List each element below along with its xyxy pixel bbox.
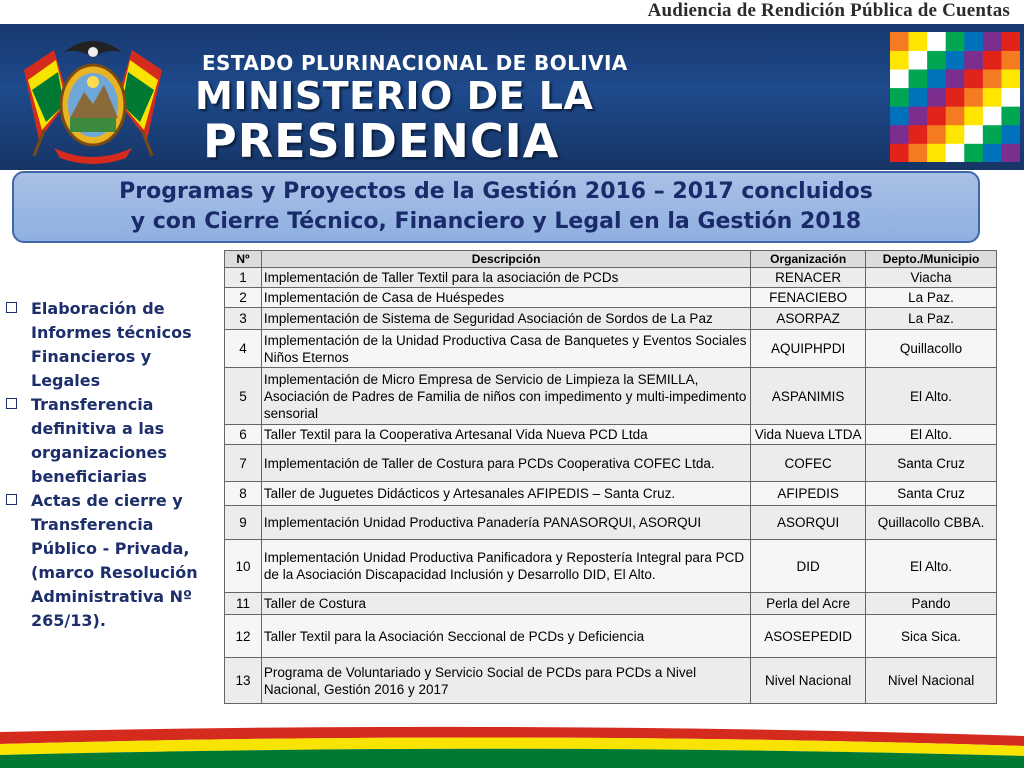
wiphala-cell (927, 106, 946, 125)
wiphala-cell (1001, 51, 1020, 70)
wiphala-cell (927, 143, 946, 162)
row-dep: El Alto. (866, 540, 997, 593)
top-strip (0, 0, 1024, 24)
wiphala-cell (927, 32, 946, 51)
row-num: 3 (225, 308, 262, 330)
wiphala-cell (946, 51, 965, 70)
row-org: AFIPEDIS (751, 482, 866, 506)
wiphala-cell (1001, 143, 1020, 162)
wiphala-cell (983, 125, 1002, 144)
row-dep: Quillacollo CBBA. (866, 506, 997, 540)
slide-title-box (12, 171, 980, 243)
wiphala-cell (1001, 106, 1020, 125)
wiphala-cell (909, 125, 928, 144)
row-dep: Santa Cruz (866, 445, 997, 482)
wiphala-cell (946, 143, 965, 162)
row-desc: Implementación de Micro Empresa de Servicio de Limpieza la SEMILLA, Asociación de Padres de Familia de niños con impedimento y multi-impedimento sensorial (261, 368, 750, 425)
table-row (225, 308, 997, 330)
bullet-item (4, 297, 214, 393)
row-org: ASOSEPEDID (751, 615, 866, 658)
wiphala-cell (983, 69, 1002, 88)
row-desc: Taller Textil para la Asociación Seccional de PCDs y Deficiencia (261, 615, 750, 658)
row-num: 5 (225, 368, 262, 425)
wiphala-cell (1001, 125, 1020, 144)
row-org: COFEC (751, 445, 866, 482)
row-num: 6 (225, 425, 262, 445)
row-desc: Taller Textil para la Cooperativa Artesanal Vida Nueva PCD Ltda (261, 425, 750, 445)
row-dep: El Alto. (866, 368, 997, 425)
wiphala-cell (964, 125, 983, 144)
table-row (225, 330, 997, 368)
row-num: 1 (225, 268, 262, 288)
table-row (225, 540, 997, 593)
row-dep: La Paz. (866, 288, 997, 308)
row-desc: Implementación Unidad Productiva Panificadora y Repostería Integral para PCD de la Asociación Discapacidad Inclusión y Desarrollo DID, El Alto. (261, 540, 750, 593)
row-desc: Implementación de la Unidad Productiva Casa de Banquetes y Eventos Sociales Niños Eternos (261, 330, 750, 368)
wiphala-cell (890, 32, 909, 51)
wiphala-cell (909, 32, 928, 51)
row-num: 13 (225, 658, 262, 704)
row-dep: Sica Sica. (866, 615, 997, 658)
row-org: FENACIEBO (751, 288, 866, 308)
slide-title-line2: y con Cierre Técnico, Financiero y Legal en la Gestión 2018 (130, 209, 862, 234)
wiphala-cell (927, 88, 946, 107)
header-dep: Depto./Municipio (866, 251, 997, 268)
row-org: ASPANIMIS (751, 368, 866, 425)
wiphala-cell (1001, 32, 1020, 51)
slide-title-line1: Programas y Proyectos de la Gestión 2016 – 2017 concluidos (119, 179, 873, 204)
wiphala-cell (1001, 69, 1020, 88)
wiphala-cell (1001, 88, 1020, 107)
row-desc: Taller de Juguetes Didácticos y Artesanales AFIPEDIS – Santa Cruz. (261, 482, 750, 506)
row-desc: Implementación Unidad Productiva Panadería PANASORQUI, ASORQUI (261, 506, 750, 540)
wiphala-cell (983, 106, 1002, 125)
projects-table-wrapper (224, 250, 997, 704)
row-org: Perla del Acre (751, 593, 866, 615)
wiphala-cell (964, 32, 983, 51)
projects-table (224, 250, 997, 704)
header-org: Organización (751, 251, 866, 268)
row-org: ASORQUI (751, 506, 866, 540)
row-num: 7 (225, 445, 262, 482)
wiphala-cell (927, 69, 946, 88)
table-row (225, 445, 997, 482)
checkbox-bullet-icon (6, 302, 17, 313)
wiphala-cell (946, 88, 965, 107)
wiphala-cell (890, 69, 909, 88)
bullet-item (4, 489, 214, 633)
header-num: Nº (225, 251, 262, 268)
row-desc: Implementación de Sistema de Seguridad Asociación de Sordos de La Paz (261, 308, 750, 330)
wiphala-cell (983, 32, 1002, 51)
wiphala-cell (964, 143, 983, 162)
wiphala-cell (964, 88, 983, 107)
wiphala-cell (964, 106, 983, 125)
wiphala-cell (909, 143, 928, 162)
header-desc: Descripción (261, 251, 750, 268)
row-num: 9 (225, 506, 262, 540)
row-dep: Nivel Nacional (866, 658, 997, 704)
bullet-text: Transferencia definitiva a las organizaciones beneficiarias (31, 395, 167, 486)
checkbox-bullet-icon (6, 398, 17, 409)
table-row (225, 482, 997, 506)
wiphala-flag-icon (890, 32, 1020, 162)
table-header-row (225, 251, 997, 268)
wiphala-cell (927, 51, 946, 70)
wiphala-cell (890, 51, 909, 70)
table-row (225, 368, 997, 425)
wiphala-cell (964, 51, 983, 70)
row-dep: Pando (866, 593, 997, 615)
row-org: RENACER (751, 268, 866, 288)
row-dep: El Alto. (866, 425, 997, 445)
row-org: Vida Nueva LTDA (751, 425, 866, 445)
table-row (225, 288, 997, 308)
wiphala-cell (946, 69, 965, 88)
row-num: 4 (225, 330, 262, 368)
row-org: DID (751, 540, 866, 593)
wiphala-cell (983, 88, 1002, 107)
wiphala-cell (946, 32, 965, 51)
wiphala-cell (890, 125, 909, 144)
checkbox-bullet-icon (6, 494, 17, 505)
row-dep: Santa Cruz (866, 482, 997, 506)
bullet-item (4, 393, 214, 489)
wiphala-cell (890, 143, 909, 162)
row-num: 8 (225, 482, 262, 506)
row-dep: La Paz. (866, 308, 997, 330)
header-estado: ESTADO PLURINACIONAL DE BOLIVIA (202, 51, 628, 75)
bullet-text: Elaboración de Informes técnicos Financieros y Legales (31, 299, 192, 390)
wiphala-cell (946, 125, 965, 144)
wiphala-cell (946, 106, 965, 125)
table-row (225, 425, 997, 445)
wiphala-cell (909, 88, 928, 107)
table-row (225, 593, 997, 615)
row-org: Nivel Nacional (751, 658, 866, 704)
row-desc: Programa de Voluntariado y Servicio Social de PCDs para PCDs a Nivel Nacional, Gestión 2016 y 2017 (261, 658, 750, 704)
row-num: 11 (225, 593, 262, 615)
wiphala-cell (964, 69, 983, 88)
wiphala-cell (909, 106, 928, 125)
ministry-header (0, 24, 1024, 170)
wiphala-cell (927, 125, 946, 144)
table-row (225, 658, 997, 704)
row-org: AQUIPHPDI (751, 330, 866, 368)
wiphala-cell (890, 106, 909, 125)
row-org: ASORPAZ (751, 308, 866, 330)
wiphala-cell (890, 88, 909, 107)
table-row (225, 506, 997, 540)
flag-stripe-footer (0, 722, 1024, 768)
wiphala-cell (909, 69, 928, 88)
row-desc: Implementación de Taller Textil para la asociación de PCDs (261, 268, 750, 288)
row-num: 2 (225, 288, 262, 308)
wiphala-cell (983, 51, 1002, 70)
row-desc: Taller de Costura (261, 593, 750, 615)
header-ministerio-line2: PRESIDENCIA (203, 114, 560, 168)
audiencia-label: Audiencia de Rendición Pública de Cuentas (647, 0, 1010, 21)
row-num: 12 (225, 615, 262, 658)
row-dep: Viacha (866, 268, 997, 288)
bullet-list (4, 297, 214, 633)
row-num: 10 (225, 540, 262, 593)
bullet-text: Actas de cierre y Transferencia Público - Privada, (marco Resolución Administrativa Nº 265/13). (31, 491, 198, 630)
bolivia-coat-of-arms-icon (14, 30, 172, 166)
wiphala-cell (983, 143, 1002, 162)
table-row (225, 268, 997, 288)
wiphala-cell (909, 51, 928, 70)
header-ministerio-line1: MINISTERIO DE LA (195, 74, 594, 118)
row-desc: Implementación de Casa de Huéspedes (261, 288, 750, 308)
row-desc: Implementación de Taller de Costura para PCDs Cooperativa COFEC Ltda. (261, 445, 750, 482)
row-dep: Quillacollo (866, 330, 997, 368)
table-row (225, 615, 997, 658)
